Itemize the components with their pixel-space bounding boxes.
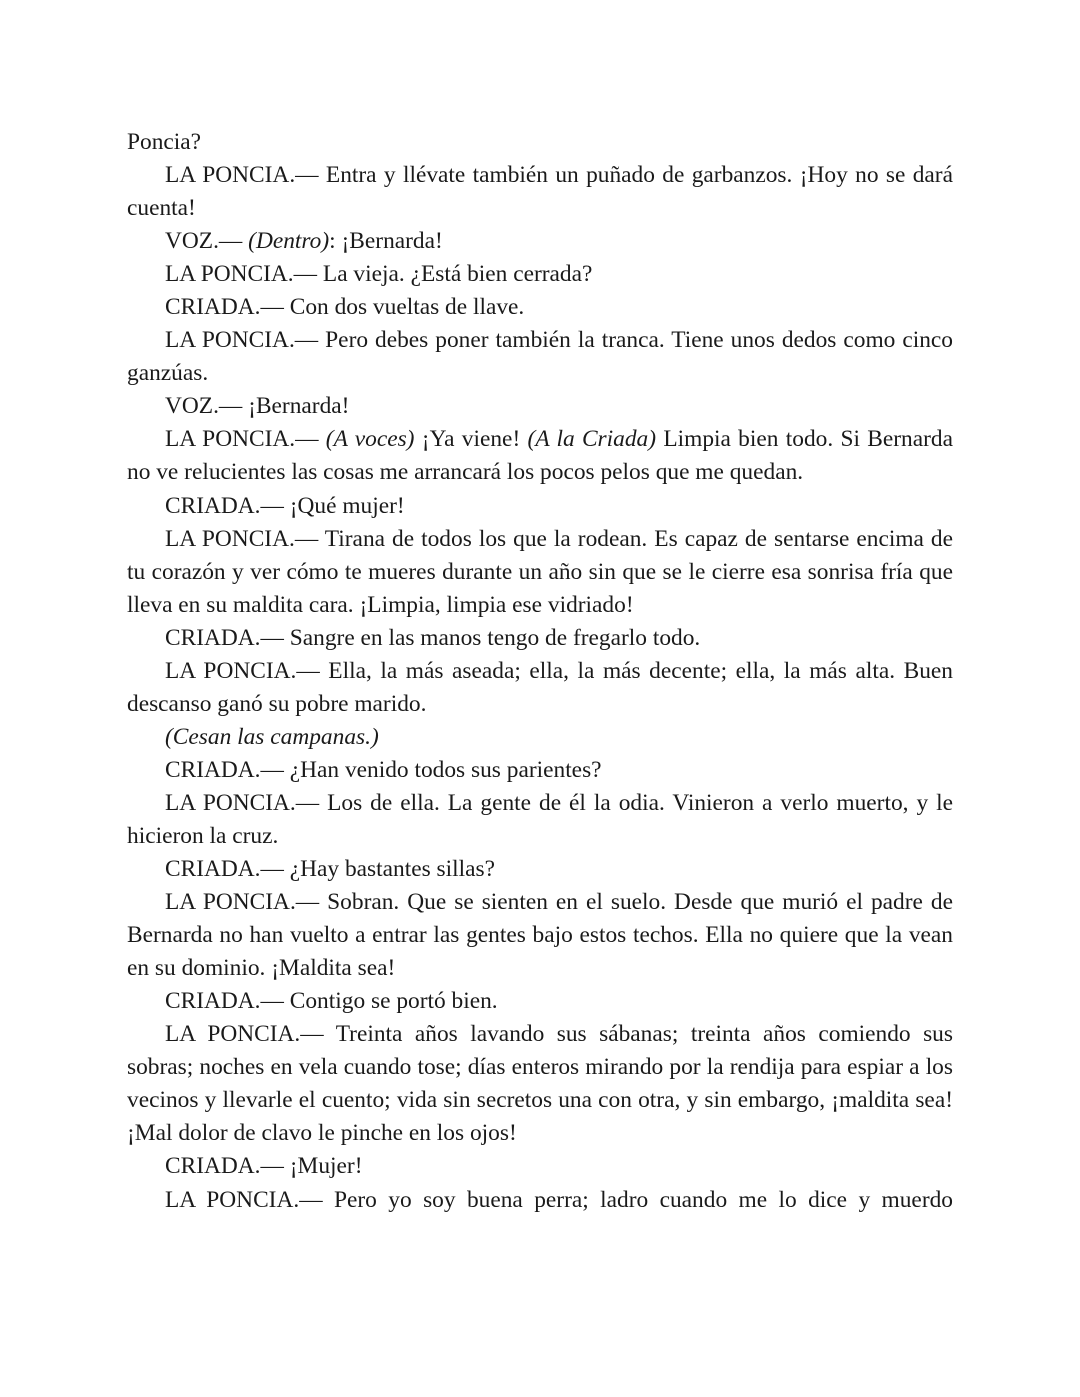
speaker-name: LA PONCIA.— <box>165 789 320 816</box>
stage-direction-line <box>127 721 953 754</box>
speaker-name: LA PONCIA.— <box>165 1021 324 1048</box>
dialogue-line <box>127 523 953 622</box>
dialogue-text: ¿Han venido todos sus parientes? <box>283 756 602 783</box>
dialogue-line <box>127 787 953 853</box>
speaker-name: CRIADA.— <box>165 492 284 519</box>
dialogue-text: Los de ella. La gente de él la odia. Vinieron a verlo muerto, y le hicieron la cruz. <box>127 789 953 849</box>
dialogue-text: Con dos vueltas de llave. <box>283 294 525 321</box>
speaker-name: LA PONCIA.— <box>165 426 319 453</box>
dialogue-line <box>127 324 953 390</box>
speaker-name: LA PONCIA.— <box>165 657 320 684</box>
speaker-name: CRIADA.— <box>165 988 284 1015</box>
speaker-name: VOZ.— <box>165 228 243 255</box>
dialogue-line <box>127 853 953 886</box>
dialogue-text: : ¡Bernarda! <box>329 228 443 255</box>
dialogue-text: ¡Qué mujer! <box>283 492 405 519</box>
document-page <box>127 126 953 1217</box>
dialogue-text: La vieja. ¿Está bien cerrada? <box>317 261 593 288</box>
dialogue-line <box>127 655 953 721</box>
dialogue-line <box>127 754 953 787</box>
paragraph-continuation <box>127 126 953 159</box>
speaker-name: LA PONCIA.— <box>165 261 318 288</box>
dialogue-text: Sobran. Que se sienten en el suelo. Desde que murió el padre de Bernarda no han vuelto a entrar las gentes bajo estos techos. Ella no quiere que la vean en su dominio. ¡Maldita sea! <box>127 889 953 982</box>
speaker-name: LA PONCIA.— <box>165 162 319 189</box>
dialogue-text: Treinta años lavando sus sábanas; treinta años comiendo sus sobras; noches en vela cuando tose; días enteros mirando por la rendija para espiar a los vecinos y llevarle el cuento; vida sin secretos una con otra, y sin embargo, ¡maldita sea! ¡Mal dolor de clavo le pinche en los ojos! <box>127 1021 953 1147</box>
dialogue-text: Ella, la más aseada; ella, la más decente; ella, la más alta. Buen descanso ganó su pobre marido. <box>127 657 953 717</box>
dialogue-line <box>127 159 953 225</box>
dialogue-text: ¡Bernarda! <box>242 393 350 420</box>
stage-direction: (Dentro) <box>248 228 330 255</box>
speaker-name: LA PONCIA.— <box>165 525 319 552</box>
stage-direction: (A la Criada) <box>527 426 657 453</box>
stage-direction: (A voces) <box>325 426 415 453</box>
dialogue-text: Pero debes poner también la tranca. Tiene unos dedos como cinco ganzúas. <box>127 327 953 387</box>
dialogue-text: Limpia bien todo. Si Bernarda no ve relucientes las cosas me arrancará los pocos pelos que me quedan. <box>127 426 953 486</box>
dialogue-text: ¡Mujer! <box>283 1153 363 1180</box>
speaker-name: VOZ.— <box>165 393 243 420</box>
dialogue-text: Pero yo soy buena perra; ladro cuando me lo dice y muerdo <box>322 1186 953 1213</box>
dialogue-text: Contigo se portó bien. <box>283 988 498 1015</box>
dialogue-text: ¿Hay bastantes sillas? <box>283 856 496 883</box>
speaker-name: LA PONCIA.— <box>165 1186 323 1213</box>
speaker-name: LA PONCIA.— <box>165 889 320 916</box>
dialogue-line <box>127 490 953 523</box>
dialogue-line <box>127 390 953 423</box>
dialogue-line <box>127 225 953 258</box>
speaker-name: CRIADA.— <box>165 624 284 651</box>
dialogue-text: Sangre en las manos tengo de fregarlo todo. <box>283 624 701 651</box>
dialogue-line <box>127 1184 953 1217</box>
dialogue-line <box>127 1018 953 1150</box>
dialogue-line <box>127 886 953 985</box>
dialogue-text: Entra y llévate también un puñado de garbanzos. ¡Hoy no se dará cuenta! <box>127 162 953 222</box>
dialogue-text <box>319 426 326 452</box>
dialogue-line <box>127 423 953 489</box>
dialogue-line <box>127 258 953 291</box>
paragraph-text: Poncia? <box>127 129 202 155</box>
speaker-name: CRIADA.— <box>165 294 284 321</box>
dialogue-line <box>127 622 953 655</box>
speaker-name: CRIADA.— <box>165 756 284 783</box>
speaker-name: CRIADA.— <box>165 1153 284 1180</box>
dialogue-text: Tirana de todos los que la rodean. Es capaz de sentarse encima de tu corazón y ver cómo te mueres durante un año sin que se le cierre esa sonrisa fría que lleva en su maldita cara. ¡Limpia, limpia ese vidriado! <box>127 525 953 618</box>
speaker-name: LA PONCIA.— <box>165 327 319 354</box>
dialogue-line <box>127 985 953 1018</box>
dialogue-line <box>127 291 953 324</box>
stage-direction: (Cesan las campanas.) <box>165 723 379 750</box>
dialogue-line <box>127 1150 953 1183</box>
dialogue-text: ¡Ya viene! <box>414 426 528 453</box>
speaker-name: CRIADA.— <box>165 856 284 883</box>
